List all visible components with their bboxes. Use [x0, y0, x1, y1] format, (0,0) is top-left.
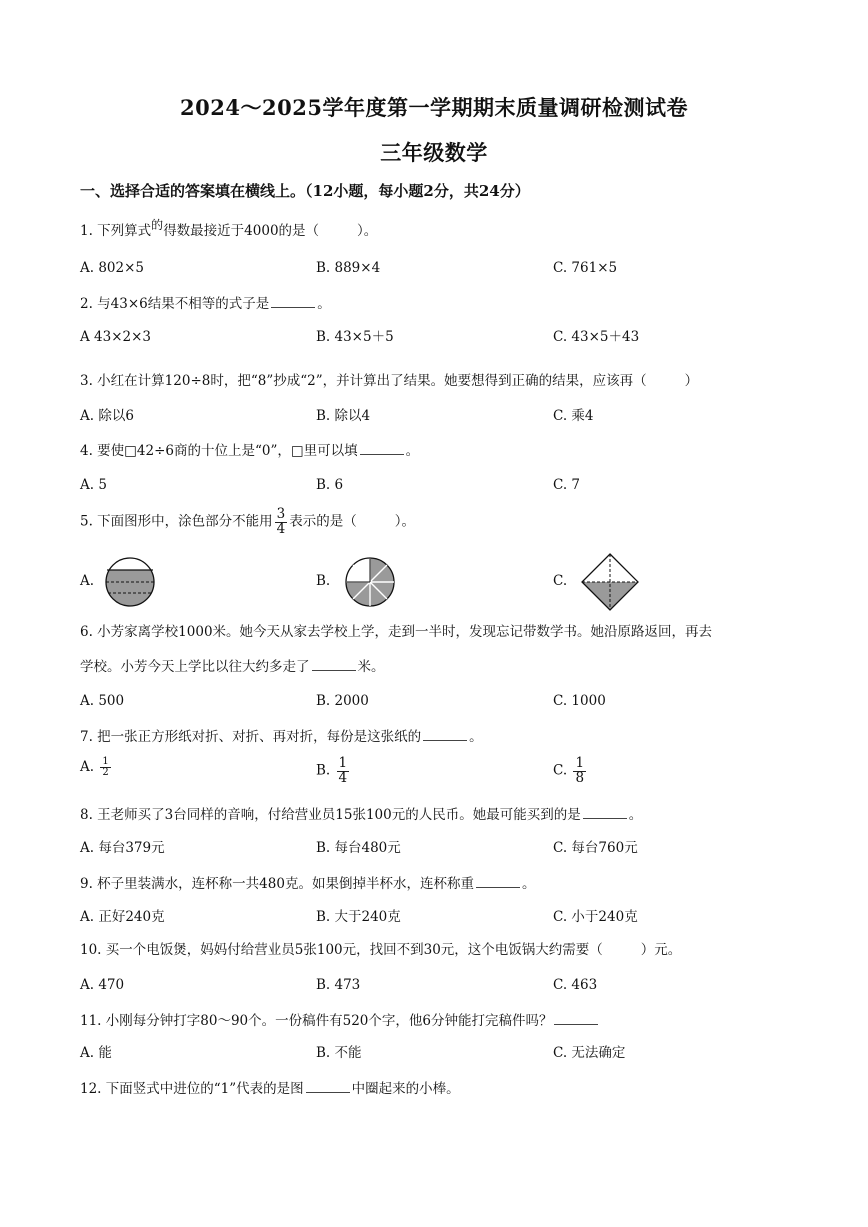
q3-text-2: ） — [684, 373, 699, 389]
q6-option-c[interactable]: C. 1000 — [553, 693, 606, 709]
q10-option-a[interactable]: A. 470 — [80, 977, 125, 993]
q5-text-2: 表示的是（ — [289, 513, 357, 530]
q6-option-a[interactable]: A. 500 — [80, 693, 125, 709]
q2-option-b[interactable]: B. 43×5＋5 — [316, 329, 394, 345]
answer-blank — [476, 873, 520, 888]
q7-option-a[interactable]: A. $\frac{1}{2}$ — [80, 756, 109, 778]
q5-option-b[interactable]: B. — [316, 573, 331, 589]
q5-option-c[interactable]: C. — [553, 573, 568, 589]
q7-text-2: 。 — [469, 729, 483, 745]
answer-blank — [306, 1078, 350, 1093]
q1-option-b[interactable]: B. 889×4 — [316, 260, 381, 276]
q3-option-b[interactable]: B. 除以4 — [316, 408, 371, 424]
diamond-shaded-figure — [580, 552, 640, 612]
q4-option-a[interactable]: A. 5 — [80, 477, 107, 493]
question-6-line-1: 6. 小芳家离学校1000米。她今天从家去学校上学，走到一半时，发现忘记带数学书。她沿原路返回，再去 — [80, 624, 713, 640]
q8-option-b[interactable]: B. 每台480元 — [316, 840, 401, 856]
fraction-one-quarter: $\frac{1}{4}$ — [338, 755, 348, 786]
q12-text: 12. 下面竖式中进位的“1”代表的是图 — [80, 1081, 304, 1097]
answer-blank — [360, 440, 404, 455]
q7-option-b[interactable]: B. $\frac{1}{4}$ — [316, 755, 348, 786]
section-heading: 一、选择合适的答案填在横线上。（12小题，每小题2分，共24分） — [80, 182, 530, 200]
q9-text-2: 。 — [521, 876, 536, 892]
q5-text-3: ）。 — [394, 513, 416, 530]
answer-blank — [423, 726, 467, 741]
q4-option-c[interactable]: C. 7 — [553, 477, 581, 493]
q5-text: 5. 下面图形中，涂色部分不能用 — [80, 513, 273, 530]
q4-text-2: 。 — [405, 443, 420, 459]
question-1 — [80, 218, 800, 241]
fraction-one-half: $\frac{1}{2}$ — [102, 756, 109, 778]
answer-blank — [583, 804, 627, 819]
q8-text: 8. 王老师买了3台同样的音响，付给营业员15张100元的人民币。她最可能买到的是 — [80, 807, 581, 823]
q4-text: 4. 要使□42÷6商的十位上是“0”，□里可以填 — [80, 443, 358, 459]
q6-text-2: 米。 — [357, 659, 385, 675]
exam-title: 2024～2025学年度第一学期期末质量调研检测试卷 — [180, 95, 688, 120]
q1-text-3: ）。 — [357, 223, 378, 239]
q3-option-c[interactable]: C. 乘4 — [553, 408, 594, 424]
q11-text: 11. 小刚每分钟打字80～90个。一份稿件有520个字，他6分钟能打完稿件吗？ — [80, 1013, 553, 1029]
q1-text: 1. 下列算式 — [80, 223, 152, 239]
q1-option-c[interactable]: C. 761×5 — [553, 260, 618, 276]
q12-text-2: 中圈起来的小棒。 — [351, 1081, 460, 1097]
q2-text: 2. 与43×6结果不相等的式子是 — [80, 296, 270, 312]
fraction-one-eighth: $\frac{1}{8}$ — [575, 755, 585, 786]
question-7 — [80, 726, 800, 747]
q10-text-2: ）元。 — [640, 942, 682, 958]
q3-text: 3. 小红在计算120÷8时，把“8”抄成“2”，并计算出了结果。她要想得到正确的结果，应该再（ — [80, 373, 647, 389]
answer-blank — [271, 293, 315, 308]
q3-option-a[interactable]: A. 除以6 — [80, 408, 134, 424]
q6-text: 学校。小芳今天上学比以往大约多走了 — [80, 659, 310, 675]
q8-option-c[interactable]: C. 每台760元 — [553, 840, 638, 856]
q7-option-c[interactable]: C. $\frac{1}{8}$ — [553, 755, 585, 786]
q1-option-a[interactable]: A. 802×5 — [80, 260, 144, 276]
question-2 — [80, 293, 800, 314]
q6-option-b[interactable]: B. 2000 — [316, 693, 369, 709]
q1-raised-char: 的 — [151, 218, 164, 232]
question-4 — [80, 440, 800, 461]
q2-text-2: 。 — [317, 296, 331, 312]
answer-blank — [554, 1010, 598, 1025]
q9-option-a[interactable]: A. 正好240克 — [80, 909, 165, 925]
question-12 — [80, 1078, 800, 1099]
q8-option-a[interactable]: A. 每台379元 — [80, 840, 165, 856]
question-5 — [80, 508, 800, 536]
question-11 — [80, 1010, 800, 1031]
pie-shaded-figure — [344, 556, 396, 608]
q7-text: 7. 把一张正方形纸对折、对折、再对折，每份是这张纸的 — [80, 729, 422, 745]
answer-blank — [312, 656, 356, 671]
question-8 — [80, 804, 800, 825]
q10-option-c[interactable]: C. 463 — [553, 977, 598, 993]
q10-text: 10. 买一个电饭煲，妈妈付给营业员5张100元，找回不到30元，这个电饭锅大约需要（ — [80, 942, 603, 958]
circle-shaded-figure — [104, 556, 156, 608]
q8-text-2: 。 — [628, 807, 643, 823]
exam-subtitle: 三年级数学 — [380, 140, 488, 165]
q5-option-a[interactable]: A. — [80, 573, 95, 589]
q2-option-c[interactable]: C. 43×5＋43 — [553, 329, 640, 345]
question-3 — [80, 371, 860, 391]
q11-option-a[interactable]: A. 能 — [80, 1045, 112, 1061]
q10-option-b[interactable]: B. 473 — [316, 977, 361, 993]
fraction-three-quarters: $\frac{3}{4}$ — [276, 506, 286, 537]
q9-option-c[interactable]: C. 小于240克 — [553, 909, 638, 925]
q2-option-a[interactable]: A 43×2×3 — [80, 329, 152, 345]
question-6-line-2 — [80, 656, 800, 677]
q1-text-2: 得数最接近于4000的是（ — [163, 223, 320, 239]
question-10 — [80, 940, 800, 960]
question-9 — [80, 873, 800, 894]
q11-option-c[interactable]: C. 无法确定 — [553, 1045, 626, 1061]
q9-text: 9. 杯子里装满水，连杯称一共480克。如果倒掉半杯水，连杯称重 — [80, 876, 474, 892]
q9-option-b[interactable]: B. 大于240克 — [316, 909, 401, 925]
q11-option-b[interactable]: B. 不能 — [316, 1045, 362, 1061]
q4-option-b[interactable]: B. 6 — [316, 477, 344, 493]
